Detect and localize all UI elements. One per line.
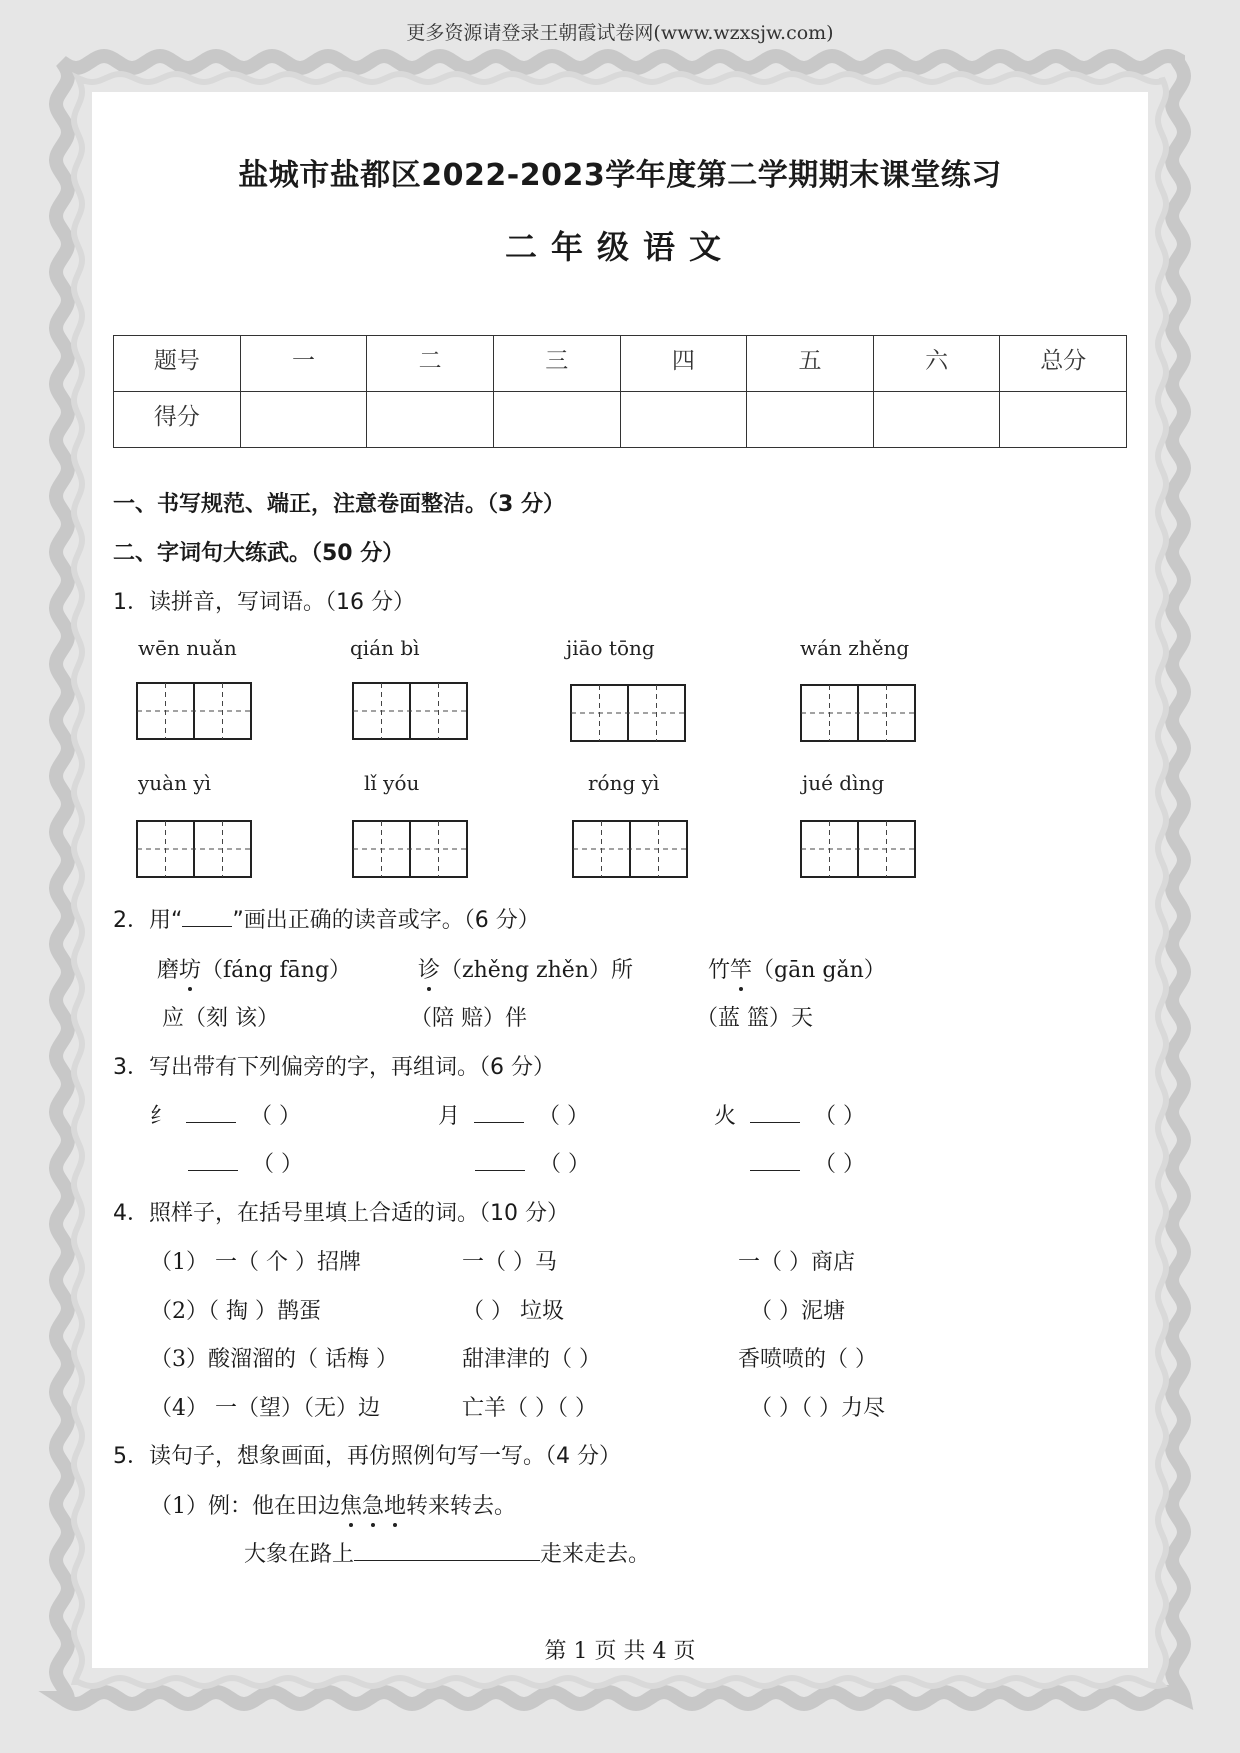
pinyin: jué dìng xyxy=(802,771,885,795)
emphasis-char: 急 xyxy=(362,1494,385,1519)
q4-blank[interactable]: 香喷喷的（ ） xyxy=(738,1347,877,1372)
emphasis-char: 地 xyxy=(384,1494,407,1519)
pinyin: wán zhěng xyxy=(800,636,910,660)
q3-item xyxy=(438,1099,589,1130)
emphasis-char: 诊 xyxy=(418,958,441,983)
header-cell: 五 xyxy=(747,336,874,392)
header-cell: 二 xyxy=(367,336,494,392)
emphasis-char: 竿 xyxy=(730,958,753,983)
tianzige-writing-box[interactable] xyxy=(136,682,252,740)
header-cell: 题号 xyxy=(114,336,241,392)
q5-fill: 大象在路上 走来走去。 xyxy=(244,1542,651,1567)
radical: 火 xyxy=(714,1104,737,1129)
watermark: 更多资源请登录王朝霞试卷网(www.wzxsjw.com) xyxy=(406,22,834,44)
char-choice[interactable]: （蓝 篮）天 xyxy=(696,1006,813,1031)
tianzige-writing-box[interactable] xyxy=(800,684,916,742)
tianzige-writing-box[interactable] xyxy=(800,820,916,878)
header-cell: 三 xyxy=(493,336,620,392)
word-blank[interactable]: （ ） xyxy=(250,1104,302,1129)
score-cell[interactable] xyxy=(620,392,747,448)
q3-title: 3．写出带有下列偏旁的字，再组词。（6 分） xyxy=(113,1055,555,1080)
score-cell[interactable] xyxy=(873,392,1000,448)
score-cell[interactable] xyxy=(493,392,620,448)
word-blank[interactable]: （ ） xyxy=(539,1152,590,1177)
q4-blank[interactable]: （ ） 垃圾 xyxy=(462,1299,564,1324)
pinyin: lǐ yóu xyxy=(364,771,420,795)
paper-sheet xyxy=(92,92,1148,1668)
char-blank[interactable] xyxy=(188,1152,238,1171)
score-cell[interactable] xyxy=(747,392,874,448)
char-blank[interactable] xyxy=(186,1104,236,1123)
section-1-heading: 一、书写规范、端正，注意卷面整洁。（3 分） xyxy=(113,492,565,517)
q3-item xyxy=(714,1099,865,1130)
score-cell[interactable] xyxy=(240,392,367,448)
q2-item: 竹竿（gān gǎn） xyxy=(708,958,886,983)
tianzige-writing-box[interactable] xyxy=(136,820,252,878)
answer-blank[interactable] xyxy=(354,1542,540,1561)
char-blank[interactable] xyxy=(475,1152,525,1171)
tianzige-writing-box[interactable] xyxy=(570,684,686,742)
q1-title: 1．读拼音，写词语。（16 分） xyxy=(113,590,415,615)
q4-blank[interactable]: 一（ ）商店 xyxy=(738,1250,855,1275)
pinyin: jiāo tōng xyxy=(566,636,655,660)
q4-blank[interactable]: （ ）泥塘 xyxy=(750,1299,845,1324)
q3-item xyxy=(475,1147,590,1178)
radical: 纟 xyxy=(150,1104,173,1129)
word-blank[interactable]: （ ） xyxy=(538,1104,590,1129)
page-footer: 第 1 页 共 4 页 xyxy=(544,1639,696,1664)
score-cell[interactable] xyxy=(367,392,494,448)
word-blank[interactable]: （ ） xyxy=(814,1152,865,1177)
char-choice[interactable]: 应（刻 该） xyxy=(162,1006,279,1031)
tianzige-writing-box[interactable] xyxy=(352,682,468,740)
q4-title: 4．照样子，在括号里填上合适的词。（10 分） xyxy=(113,1201,569,1226)
pinyin: yuàn yì xyxy=(138,771,212,795)
q2-item: 磨坊（fáng fāng） xyxy=(157,958,352,983)
q3-item xyxy=(150,1099,301,1130)
q2-item xyxy=(418,953,633,984)
exam-subtitle: 二年级语文 xyxy=(504,228,735,266)
emphasis-char: 坊 xyxy=(179,958,202,983)
emphasis-char: 焦 xyxy=(340,1494,363,1519)
q3-item xyxy=(750,1147,865,1178)
q5-example: （1）例：他在田边焦急地转来转去。 xyxy=(150,1494,517,1519)
char-blank[interactable] xyxy=(474,1104,524,1123)
section-2-heading: 二、字词句大练武。（50 分） xyxy=(113,541,405,566)
pinyin: qián bì xyxy=(350,636,420,660)
q4-example: （2）（ 掏 ）鹊蛋 xyxy=(150,1299,321,1324)
score-cell[interactable] xyxy=(1000,392,1127,448)
score-table-score-row xyxy=(114,392,1127,448)
header-cell: 六 xyxy=(873,336,1000,392)
q2-title: 2．用“ ”画出正确的读音或字。（6 分） xyxy=(113,908,540,933)
char-blank[interactable] xyxy=(750,1152,800,1171)
char-choice[interactable]: （陪 赔）伴 xyxy=(410,1006,527,1031)
q4-blank[interactable]: （ ）（ ）力尽 xyxy=(750,1396,885,1421)
q4-example: （3）酸溜溜的（ 话梅 ） xyxy=(150,1347,398,1372)
underline-sample xyxy=(182,908,232,927)
q4-example: （4） 一（望）（无）边 xyxy=(150,1396,380,1421)
pinyin: róng yì xyxy=(588,771,660,795)
header-cell: 一 xyxy=(240,336,367,392)
pinyin-choice[interactable]: （zhěng zhěn）所 xyxy=(440,958,633,983)
pinyin: wēn nuǎn xyxy=(138,636,237,660)
exam-title: 盐城市盐都区2022-2023学年度第二学期期末课堂练习 xyxy=(238,158,1002,193)
score-table xyxy=(113,335,1127,448)
q4-blank[interactable]: 一（ ）马 xyxy=(462,1250,557,1275)
q3-item xyxy=(188,1147,303,1178)
radical: 月 xyxy=(438,1104,461,1129)
header-cell: 总分 xyxy=(1000,336,1127,392)
word-blank[interactable]: （ ） xyxy=(252,1152,303,1177)
q4-blank[interactable]: 亡羊（ ）（ ） xyxy=(462,1396,597,1421)
word-blank[interactable]: （ ） xyxy=(814,1104,866,1129)
score-row-label: 得分 xyxy=(114,392,241,448)
q4-blank[interactable]: 甜津津的（ ） xyxy=(462,1347,601,1372)
q5-title: 5．读句子，想象画面，再仿照例句写一写。（4 分） xyxy=(113,1444,621,1469)
pinyin-choice[interactable]: （fáng fāng） xyxy=(201,958,352,983)
q4-example: （1） 一（ 个 ）招牌 xyxy=(150,1250,361,1275)
header-cell: 四 xyxy=(620,336,747,392)
pinyin-choice[interactable]: （gān gǎn） xyxy=(752,958,886,983)
tianzige-writing-box[interactable] xyxy=(572,820,688,878)
score-table-header-row xyxy=(114,336,1127,392)
tianzige-writing-box[interactable] xyxy=(352,820,468,878)
char-blank[interactable] xyxy=(750,1104,800,1123)
